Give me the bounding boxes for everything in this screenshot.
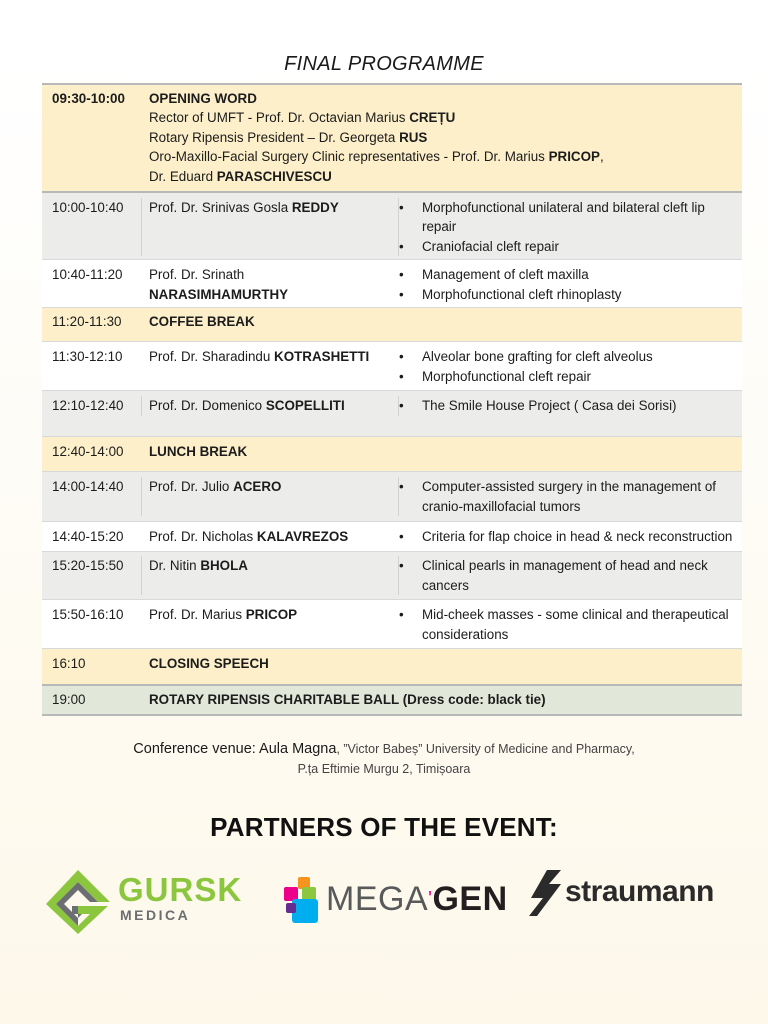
straumann-logo — [527, 870, 741, 920]
row-topics — [399, 527, 742, 546]
row-speaker: Prof. Dr. Marius PRICOP — [149, 607, 298, 623]
row-speaker: Prof. Dr. Srinath NARASIMHAMURTHY — [149, 267, 289, 302]
row-label: ROTARY RIPENSIS CHARITABLE BALL (Dress code: black tie) — [149, 692, 546, 708]
straumann-word: straumann — [565, 875, 714, 908]
topic-item: • Mid-cheek masses - some clinical and therapeutical considerations — [399, 605, 742, 644]
table-row-opening — [42, 85, 742, 191]
row-time: 19:00 — [52, 692, 86, 708]
row-time: 11:30-12:10 — [52, 349, 123, 365]
table-row — [42, 390, 742, 435]
row-topics — [399, 265, 742, 304]
topic-item: • Craniofacial cleft repair — [399, 237, 742, 256]
row-speaker: Dr. Nitin BHOLA — [142, 556, 399, 595]
row-time: 16:10 — [52, 655, 86, 671]
row-topics — [399, 556, 742, 595]
topic-item: • Morphofunctional unilateral and bilateral cleft lip repair — [399, 198, 742, 237]
opening-line: Rotary Ripensis President – Dr. Georgeta RUS — [149, 129, 428, 145]
topic-item: • Computer-assisted surgery in the management of cranio-maxillofacial tumors — [399, 477, 742, 516]
row-time: 15:20-15:50 — [42, 556, 142, 595]
row-time: 14:40-15:20 — [52, 528, 124, 544]
row-time: 09:30-10:00 — [52, 91, 125, 106]
gursk-medica-logo — [44, 868, 246, 934]
table-row — [42, 259, 742, 307]
venue-info — [0, 738, 768, 779]
opening-line: Rector of UMFT - Prof. Dr. Octavian Marius CREȚU — [149, 110, 456, 126]
row-time: 10:00-10:40 — [42, 198, 142, 256]
row-topics — [399, 605, 742, 644]
table-row — [42, 551, 742, 599]
row-topics — [399, 198, 742, 256]
row-time: 10:40-11:20 — [52, 267, 123, 283]
venue-address: P.ța Eftimie Murgu 2, Timișoara — [297, 762, 471, 776]
opening-line: Dr. Eduard PARASCHIVESCU — [149, 168, 332, 184]
row-time: 12:10-12:40 — [42, 396, 142, 415]
table-row-break — [42, 307, 742, 341]
row-speaker: Prof. Dr. Julio ACERO — [142, 477, 399, 516]
row-time: 14:00-14:40 — [42, 477, 142, 516]
medica-word: MEDICA — [120, 907, 191, 923]
row-topics — [399, 347, 742, 386]
table-row — [42, 521, 742, 551]
opening-line: Oro-Maxillo-Facial Surgery Clinic representatives - Prof. Dr. Marius PRICOP, — [149, 149, 604, 165]
venue-label: Conference venue: Aula Magna — [133, 741, 337, 757]
table-row-break — [42, 436, 742, 471]
topic-item: • Alveolar bone grafting for cleft alveolus — [399, 347, 742, 366]
row-time: 11:20-11:30 — [52, 314, 122, 330]
topic-item: • Morphofunctional cleft repair — [399, 367, 742, 386]
row-label: COFFEE BREAK — [149, 314, 255, 330]
topic-item: • The Smile House Project ( Casa dei Sorisi) — [399, 396, 742, 415]
page-title: FINAL PROGRAMME — [284, 53, 484, 75]
table-row — [42, 471, 742, 521]
megagen-part2: GEN — [432, 880, 508, 918]
row-speaker: Prof. Dr. Srinivas Gosla REDDY — [142, 198, 399, 256]
topic-item: • Clinical pearls in management of head and neck cancers — [399, 556, 742, 595]
row-speaker: Prof. Dr. Sharadindu KOTRASHETTI — [149, 349, 370, 365]
topic-item: • Morphofunctional cleft rhinoplasty — [399, 285, 742, 304]
row-topics — [399, 396, 742, 415]
partners-title: PARTNERS OF THE EVENT: — [210, 812, 558, 842]
row-label: OPENING WORD — [149, 91, 257, 106]
table-row — [42, 599, 742, 648]
row-speaker: Prof. Dr. Domenico SCOPELLITI — [142, 396, 399, 415]
table-row-break — [42, 648, 742, 684]
row-label: CLOSING SPEECH — [149, 655, 269, 671]
megagen-part1: MEGA — [326, 880, 429, 918]
row-time: 15:50-16:10 — [52, 607, 124, 623]
programme-table — [42, 83, 742, 716]
row-speaker: Prof. Dr. Nicholas KALAVREZOS — [149, 528, 349, 544]
row-topics — [399, 477, 742, 516]
topic-item: • Criteria for flap choice in head & neck reconstruction — [399, 527, 742, 546]
gursk-word: GURSK — [118, 871, 243, 908]
row-time: 12:40-14:00 — [52, 443, 124, 459]
table-row — [42, 191, 742, 259]
row-label: LUNCH BREAK — [149, 443, 248, 459]
table-row-event — [42, 684, 742, 713]
venue-university: , ”Victor Babeș” University of Medicine and Pharmacy, — [336, 742, 635, 756]
megagen-cubes-icon — [282, 875, 324, 927]
opening-block — [142, 89, 742, 186]
megagen-logo: MEGA'GEN — [282, 875, 494, 927]
table-row — [42, 341, 742, 390]
straumann-mark-icon — [527, 870, 563, 916]
topic-item: • Management of cleft maxilla — [399, 265, 742, 284]
